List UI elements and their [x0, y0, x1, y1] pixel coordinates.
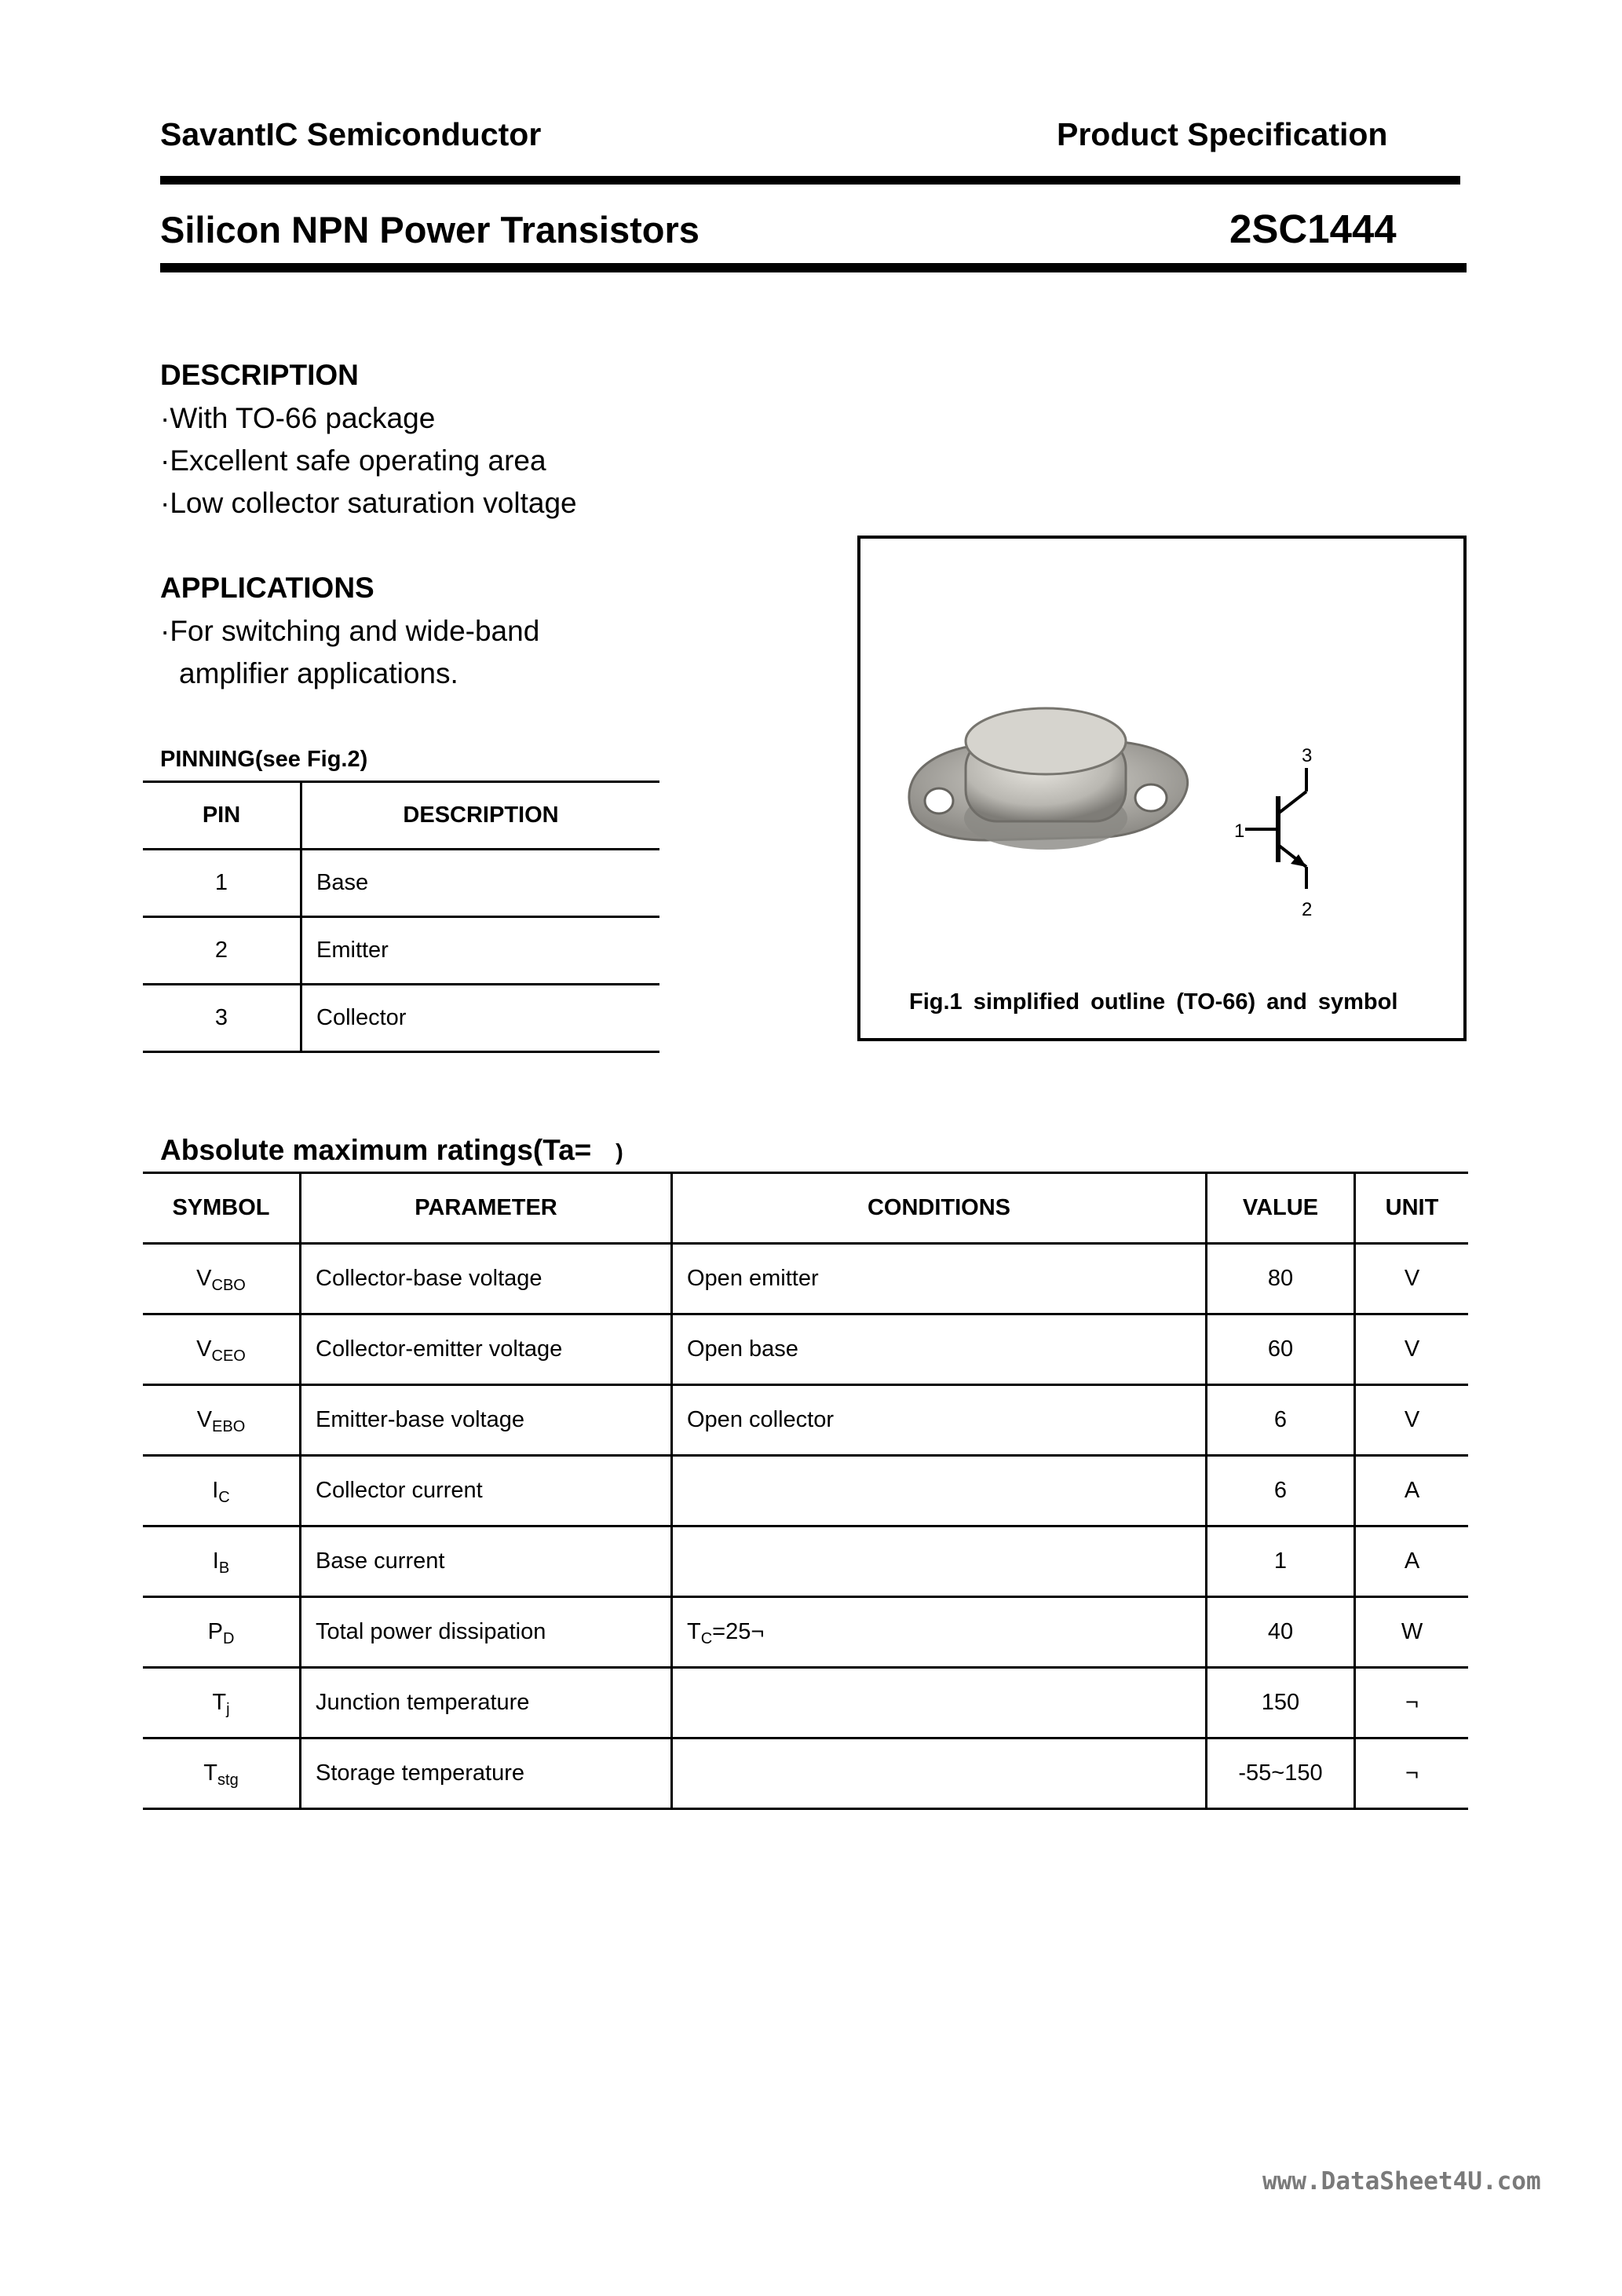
pinning-table — [143, 781, 659, 1053]
conditions-cell — [672, 1668, 1207, 1738]
symbol-pin-label: 1 — [1234, 821, 1245, 842]
conditions-cell — [672, 1597, 1207, 1668]
product-title: Silicon NPN Power Transistors — [160, 209, 700, 250]
unit-cell: ¬ — [1355, 1738, 1469, 1809]
table-row — [143, 1526, 1468, 1597]
description-heading: DESCRIPTION — [160, 359, 359, 391]
symbol-subscript: CEO — [211, 1347, 246, 1365]
symbol-subscript: stg — [217, 1771, 239, 1789]
description-item: ·With TO-66 package — [160, 402, 436, 434]
symbol-cell — [143, 1526, 301, 1597]
symbol-cell — [143, 1456, 301, 1526]
table-row — [143, 1314, 1468, 1385]
unit-cell: ¬ — [1355, 1668, 1469, 1738]
parameter-cell: Collector-base voltage — [301, 1244, 672, 1314]
header-rule-bottom — [160, 263, 1467, 272]
pin-number: 3 — [143, 985, 301, 1052]
table-row — [143, 1597, 1468, 1668]
part-number: 2SC1444 — [1229, 207, 1397, 251]
ratings-table — [143, 1172, 1468, 1810]
parameter-cell: Junction temperature — [301, 1668, 672, 1738]
symbol-letter: V — [196, 1407, 213, 1432]
ratings-heading-text: Absolute maximum ratings(Ta= — [160, 1134, 592, 1166]
ratings-heading — [160, 1134, 623, 1167]
figure-caption: Fig.1 simplified outline (TO-66) and symbol — [909, 989, 1398, 1015]
footer-website-link[interactable]: www.DataSheet4U.com — [1262, 2167, 1541, 2195]
parameter-cell: Collector current — [301, 1456, 672, 1526]
value-cell: 60 — [1207, 1314, 1355, 1385]
table-header-row — [143, 782, 659, 850]
table-row — [143, 1668, 1468, 1738]
parameter-cell: Storage temperature — [301, 1738, 672, 1809]
applications-line: ·For switching and wide-band — [160, 615, 540, 647]
table-row — [143, 985, 659, 1052]
description-item: ·Low collector saturation voltage — [160, 487, 577, 519]
symbol-subscript: B — [218, 1559, 230, 1577]
unit-cell: V — [1355, 1314, 1469, 1385]
table-header-row — [143, 1173, 1468, 1244]
column-header: SYMBOL — [143, 1173, 301, 1244]
conditions-cell: Open base — [672, 1314, 1207, 1385]
pin-number: 2 — [143, 917, 301, 985]
table-row — [143, 1456, 1468, 1526]
ratings-heading-suffix: ) — [616, 1140, 623, 1165]
symbol-cell — [143, 1385, 301, 1456]
column-header: PARAMETER — [301, 1173, 672, 1244]
applications-line: amplifier applications. — [179, 657, 458, 689]
symbol-cell — [143, 1738, 301, 1809]
pin-description: Base — [301, 850, 660, 917]
value-cell: 6 — [1207, 1385, 1355, 1456]
symbol-letter: V — [196, 1266, 212, 1291]
value-cell: 150 — [1207, 1668, 1355, 1738]
figure-1-box — [857, 536, 1467, 1041]
table-row — [143, 1244, 1468, 1314]
value-cell: 40 — [1207, 1597, 1355, 1668]
symbol-letter: T — [203, 1760, 218, 1786]
parameter-cell: Emitter-base voltage — [301, 1385, 672, 1456]
conditions-cell: Open collector — [672, 1385, 1207, 1456]
table-row — [143, 850, 659, 917]
value-cell: 1 — [1207, 1526, 1355, 1597]
unit-cell: V — [1355, 1244, 1469, 1314]
conditions-cell — [672, 1526, 1207, 1597]
conditions-cell: Open emitter — [672, 1244, 1207, 1314]
symbol-cell — [143, 1597, 301, 1668]
column-header: CONDITIONS — [672, 1173, 1207, 1244]
symbol-cell — [143, 1668, 301, 1738]
value-cell: -55~150 — [1207, 1738, 1355, 1809]
symbol-letter: T — [212, 1690, 227, 1715]
applications-heading: APPLICATIONS — [160, 572, 374, 604]
parameter-cell: Total power dissipation — [301, 1597, 672, 1668]
symbol-subscript: D — [222, 1630, 235, 1647]
pin-number: 1 — [143, 850, 301, 917]
header-rule-top — [160, 176, 1460, 185]
symbol-letter: I — [212, 1478, 219, 1503]
symbol-letter: P — [207, 1619, 223, 1644]
unit-cell: A — [1355, 1456, 1469, 1526]
condition-value: =25¬ — [712, 1619, 765, 1644]
pin-description: Collector — [301, 985, 660, 1052]
transistor-symbol-icon — [860, 539, 1463, 978]
company-name: SavantIC Semiconductor — [160, 116, 542, 152]
symbol-cell — [143, 1314, 301, 1385]
symbol-subscript: CBO — [211, 1277, 246, 1294]
symbol-subscript: EBO — [212, 1418, 246, 1435]
symbol-pin-label: 3 — [1302, 745, 1313, 766]
column-header: UNIT — [1355, 1173, 1469, 1244]
symbol-subscript: j — [226, 1701, 230, 1718]
column-header: DESCRIPTION — [301, 782, 660, 850]
parameter-cell: Base current — [301, 1526, 672, 1597]
condition-subscript: C — [700, 1630, 713, 1647]
unit-cell: A — [1355, 1526, 1469, 1597]
column-header: PIN — [143, 782, 301, 850]
unit-cell: W — [1355, 1597, 1469, 1668]
table-row — [143, 917, 659, 985]
value-cell: 6 — [1207, 1456, 1355, 1526]
symbol-letter: V — [196, 1336, 212, 1362]
parameter-cell: Collector-emitter voltage — [301, 1314, 672, 1385]
conditions-cell — [672, 1456, 1207, 1526]
symbol-pin-label: 2 — [1302, 899, 1313, 920]
value-cell: 80 — [1207, 1244, 1355, 1314]
column-header: VALUE — [1207, 1173, 1355, 1244]
symbol-subscript: C — [218, 1489, 230, 1506]
pinning-heading: PINNING(see Fig.2) — [160, 747, 368, 772]
pin-description: Emitter — [301, 917, 660, 985]
table-row — [143, 1385, 1468, 1456]
conditions-cell — [672, 1738, 1207, 1809]
symbol-cell — [143, 1244, 301, 1314]
description-item: ·Excellent safe operating area — [160, 444, 546, 477]
table-row — [143, 1738, 1468, 1809]
condition-letter: T — [687, 1619, 701, 1644]
symbol-letter: I — [212, 1548, 219, 1574]
unit-cell: V — [1355, 1385, 1469, 1456]
document-type: Product Specification — [1057, 116, 1388, 152]
